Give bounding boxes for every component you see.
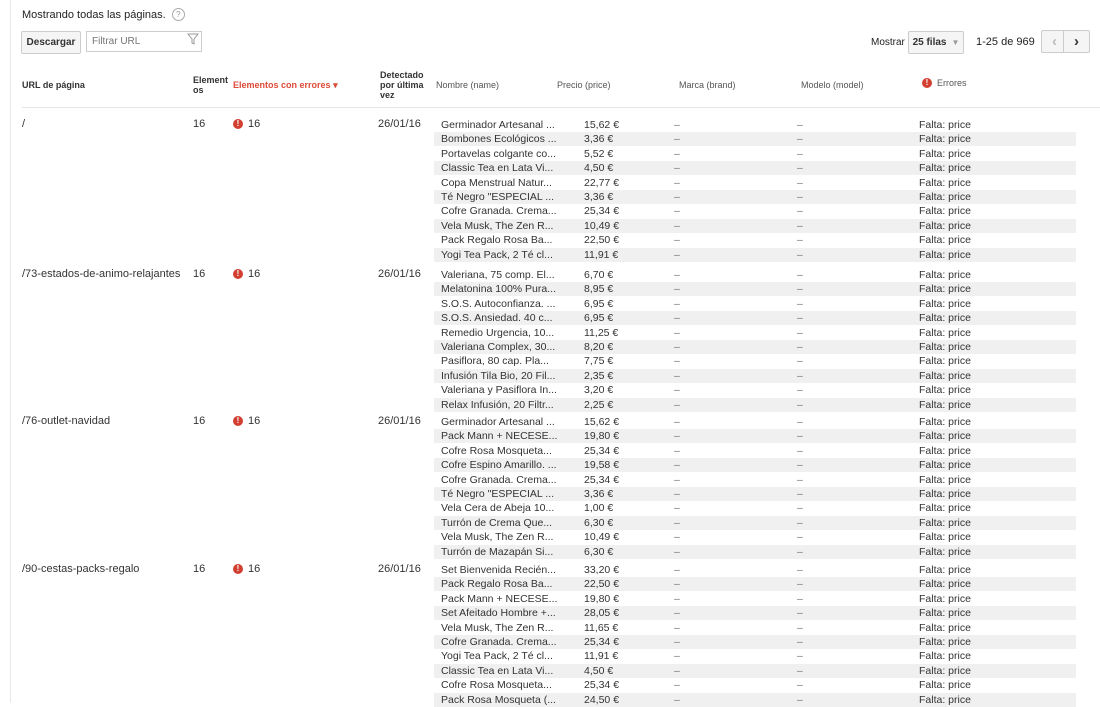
item-model: – — [797, 312, 803, 325]
item-model: – — [797, 248, 803, 261]
item-price: 11,91 € — [584, 248, 619, 261]
item-error: Falta: price — [919, 636, 971, 648]
table-row — [434, 132, 1076, 146]
item-brand: – — [674, 430, 680, 443]
item-price: 6,30 € — [584, 545, 614, 558]
col-detected[interactable] — [380, 70, 424, 100]
col-elements-line2: os — [193, 85, 204, 95]
item-error: Falta: price — [919, 269, 971, 281]
item-error: Falta: price — [919, 312, 971, 325]
item-brand: – — [674, 269, 680, 281]
item-name: Té Negro "ESPECIAL ... — [441, 488, 555, 500]
item-model: – — [797, 693, 803, 706]
item-name: Relax Infusión, 20 Filtr... — [441, 398, 554, 411]
errors-count-value: 16 — [248, 415, 261, 427]
errors-count — [233, 415, 260, 427]
item-price: 4,50 € — [584, 162, 614, 175]
item-error: Falta: price — [919, 607, 971, 620]
item-price: 2,25 € — [584, 398, 614, 411]
item-brand: – — [674, 531, 680, 544]
item-model: – — [797, 545, 803, 558]
detected-date: 26/01/16 — [378, 268, 421, 280]
page-url-link[interactable]: /90-cestas-packs-regalo — [22, 563, 140, 575]
table-row — [434, 649, 1076, 663]
item-name: S.O.S. Autoconfianza. ... — [441, 297, 556, 310]
item-name: Té Negro "ESPECIAL ... — [441, 191, 555, 203]
item-brand: – — [674, 176, 680, 189]
item-model: – — [797, 650, 803, 663]
filter-url-input[interactable] — [86, 31, 202, 52]
error-icon: ! — [922, 78, 932, 88]
item-error: Falta: price — [919, 693, 971, 706]
item-brand: – — [674, 502, 680, 515]
item-model: – — [797, 679, 803, 692]
item-model: – — [797, 355, 803, 368]
item-price: 10,49 € — [584, 531, 620, 544]
table-row — [434, 458, 1076, 472]
download-button[interactable]: Descargar — [21, 31, 81, 54]
item-price: 3,20 € — [584, 384, 614, 397]
item-name: Bombones Ecológicos ... — [441, 133, 557, 146]
elements-count: 16 — [193, 118, 206, 130]
item-error: Falta: price — [919, 341, 971, 353]
table-row — [434, 592, 1076, 606]
item-model: – — [797, 430, 803, 443]
item-name: Turrón de Mazapán Si... — [441, 545, 554, 558]
item-model: – — [797, 297, 803, 310]
detected-date: 26/01/16 — [378, 415, 421, 427]
item-price: 3,36 € — [584, 133, 614, 146]
item-price: 19,80 € — [584, 430, 620, 443]
show-label: Mostrar — [871, 37, 905, 48]
table-row — [434, 501, 1076, 515]
table-row — [434, 282, 1076, 296]
page-url-link[interactable]: / — [22, 118, 26, 130]
item-error: Falta: price — [919, 416, 971, 428]
item-error: Falta: price — [919, 473, 971, 486]
rows-per-page-select[interactable] — [908, 31, 964, 54]
table-row — [434, 248, 1076, 262]
table-group — [0, 112, 1100, 260]
col-detected-line1: Detectado — [380, 70, 424, 80]
item-brand: – — [674, 488, 680, 500]
item-brand: – — [674, 564, 680, 576]
table-row — [434, 176, 1076, 190]
item-price: 1,00 € — [584, 502, 614, 515]
item-price: 22,50 € — [584, 578, 620, 591]
errors-count — [233, 118, 260, 130]
col-url[interactable]: URL de página — [22, 80, 85, 90]
item-brand: – — [674, 355, 680, 368]
col-errors-label: Errores — [937, 78, 967, 88]
item-price: 15,62 € — [584, 416, 620, 428]
item-brand: – — [674, 679, 680, 692]
table-row — [434, 516, 1076, 530]
item-error: Falta: price — [919, 205, 971, 218]
prev-page-button[interactable]: ‹ — [1041, 30, 1068, 53]
item-name: Cofre Rosa Mosqueta... — [441, 444, 552, 457]
col-elements-line1: Element — [193, 75, 229, 85]
item-error: Falta: price — [919, 621, 971, 634]
col-detected-line3: vez — [380, 90, 395, 100]
item-error: Falta: price — [919, 369, 971, 382]
item-brand: – — [674, 607, 680, 620]
item-error: Falta: price — [919, 384, 971, 397]
table-row — [434, 530, 1076, 544]
table-row — [434, 369, 1076, 383]
item-error: Falta: price — [919, 650, 971, 663]
item-name: Pack Mann + NECESE... — [441, 430, 558, 443]
elements-count: 16 — [193, 563, 206, 575]
elements-count: 16 — [193, 268, 206, 280]
item-brand: – — [674, 416, 680, 428]
item-error: Falta: price — [919, 234, 971, 247]
item-error: Falta: price — [919, 430, 971, 443]
item-error: Falta: price — [919, 162, 971, 175]
col-elements[interactable] — [193, 75, 228, 95]
item-brand: – — [674, 369, 680, 382]
item-name: Vela Musk, The Zen R... — [441, 531, 554, 544]
table-row — [434, 204, 1076, 218]
item-name: Classic Tea en Lata Vi... — [441, 162, 554, 175]
item-error: Falta: price — [919, 176, 971, 189]
item-name: Vela Musk, The Zen R... — [441, 219, 554, 232]
errors-count-value: 16 — [248, 268, 261, 280]
rows-value: 25 filas — [912, 37, 947, 48]
item-brand: – — [674, 545, 680, 558]
item-brand: – — [674, 650, 680, 663]
item-error: Falta: price — [919, 488, 971, 500]
item-error: Falta: price — [919, 248, 971, 261]
item-brand: – — [674, 516, 680, 529]
table-row — [434, 621, 1076, 635]
item-name: Cofre Rosa Mosqueta... — [441, 679, 552, 692]
table-row — [434, 297, 1076, 311]
col-elements-errors-label: Elementos con errores — [233, 80, 331, 90]
table-row — [434, 678, 1076, 692]
item-brand: – — [674, 162, 680, 175]
item-model: – — [797, 592, 803, 605]
item-model: – — [797, 416, 803, 428]
item-brand: – — [674, 283, 680, 296]
item-brand: – — [674, 621, 680, 634]
item-model: – — [797, 341, 803, 353]
table-row — [434, 340, 1076, 354]
item-price: 4,50 € — [584, 664, 614, 677]
item-name: Melatonina 100% Pura... — [441, 283, 556, 296]
col-brand[interactable]: Marca (brand) — [679, 80, 736, 90]
item-error: Falta: price — [919, 545, 971, 558]
errors-count — [233, 563, 260, 575]
item-brand: – — [674, 636, 680, 648]
item-name: Cofre Granada. Crema... — [441, 636, 557, 648]
item-price: 11,65 € — [584, 621, 619, 634]
item-brand: – — [674, 473, 680, 486]
item-price: 19,58 € — [584, 459, 620, 472]
item-name: Infusión Tila Bio, 20 Fil... — [441, 369, 556, 382]
item-price: 33,20 € — [584, 564, 620, 576]
item-brand: – — [674, 341, 680, 353]
item-model: – — [797, 147, 803, 160]
item-price: 6,95 € — [584, 312, 614, 325]
table-row — [434, 190, 1076, 204]
item-brand: – — [674, 592, 680, 605]
item-model: – — [797, 398, 803, 411]
errors-count-value: 16 — [248, 563, 261, 575]
table-row — [434, 383, 1076, 397]
item-price: 22,50 € — [584, 234, 620, 247]
item-price: 25,34 € — [584, 679, 620, 692]
item-name: Copa Menstrual Natur... — [441, 176, 552, 189]
item-price: 24,50 € — [584, 693, 620, 706]
item-error: Falta: price — [919, 502, 971, 515]
item-model: – — [797, 473, 803, 486]
item-name: Vela Musk, The Zen R... — [441, 621, 554, 634]
item-price: 10,49 € — [584, 219, 620, 232]
error-icon: ! — [233, 564, 243, 574]
item-price: 8,20 € — [584, 341, 614, 353]
page-url-link[interactable]: /76-outlet-navidad — [22, 415, 111, 427]
item-error: Falta: price — [919, 119, 971, 131]
item-price: 19,80 € — [584, 592, 620, 605]
item-model: – — [797, 191, 803, 203]
errors-count-value: 16 — [248, 118, 261, 130]
item-price: 3,36 € — [584, 191, 614, 203]
item-error: Falta: price — [919, 564, 971, 576]
error-icon: ! — [233, 416, 243, 426]
item-brand: – — [674, 326, 680, 339]
item-model: – — [797, 516, 803, 529]
item-brand: – — [674, 248, 680, 261]
item-model: – — [797, 578, 803, 591]
table-row — [434, 577, 1076, 591]
item-model: – — [797, 384, 803, 397]
detected-date: 26/01/16 — [378, 563, 421, 575]
item-name: Valeriana, 75 comp. El... — [441, 269, 555, 281]
item-price: 22,77 € — [584, 176, 620, 189]
item-model: – — [797, 488, 803, 500]
item-name: Pack Mann + NECESE... — [441, 592, 558, 605]
chevron-down-icon: ▼ — [951, 38, 960, 47]
item-price: 25,34 € — [584, 636, 620, 648]
item-name: Turrón de Crema Que... — [441, 516, 553, 529]
table-row — [434, 635, 1076, 649]
item-error: Falta: price — [919, 355, 971, 368]
item-name: Set Bienvenida Recién... — [441, 564, 556, 576]
item-model: – — [797, 133, 803, 146]
col-elements-errors[interactable] — [233, 80, 338, 90]
item-model: – — [797, 444, 803, 457]
col-name[interactable]: Nombre (name) — [436, 80, 500, 90]
item-brand: – — [674, 459, 680, 472]
item-price: 8,95 € — [584, 283, 614, 296]
item-brand: – — [674, 398, 680, 411]
item-price: 6,70 € — [584, 269, 614, 281]
table-row — [434, 444, 1076, 458]
pagination-text: 1-25 de 969 — [976, 36, 1035, 48]
table-row — [434, 563, 1076, 577]
item-model: – — [797, 162, 803, 175]
item-price: 6,95 € — [584, 297, 614, 310]
item-name: Pack Regalo Rosa Ba... — [441, 234, 553, 247]
item-name: Yogi Tea Pack, 2 Té cl... — [441, 650, 553, 663]
item-price: 6,30 € — [584, 516, 614, 529]
item-model: – — [797, 119, 803, 131]
item-model: – — [797, 283, 803, 296]
item-model: – — [797, 621, 803, 634]
help-icon[interactable]: ? — [172, 8, 185, 21]
item-price: 25,34 € — [584, 205, 620, 218]
col-price[interactable]: Precio (price) — [557, 80, 611, 90]
table-row — [434, 487, 1076, 501]
item-brand: – — [674, 384, 680, 397]
item-error: Falta: price — [919, 219, 971, 232]
table-row — [434, 354, 1076, 368]
item-brand: – — [674, 119, 680, 131]
item-model: – — [797, 564, 803, 576]
errors-count — [233, 268, 260, 280]
col-model[interactable]: Modelo (model) — [801, 80, 864, 90]
item-model: – — [797, 176, 803, 189]
item-model: – — [797, 219, 803, 232]
item-model: – — [797, 326, 803, 339]
item-brand: – — [674, 297, 680, 310]
item-name: Classic Tea en Lata Vi... — [441, 664, 554, 677]
item-brand: – — [674, 234, 680, 247]
table-row — [434, 233, 1076, 247]
item-price: 11,25 € — [584, 326, 619, 339]
table-row — [434, 664, 1076, 678]
item-error: Falta: price — [919, 326, 971, 339]
item-name: Germinador Artesanal ... — [441, 119, 555, 131]
sort-down-icon: ▾ — [333, 80, 338, 90]
item-error: Falta: price — [919, 444, 971, 457]
item-price: 11,91 € — [584, 650, 619, 663]
item-brand: – — [674, 147, 680, 160]
item-model: – — [797, 636, 803, 648]
item-model: – — [797, 369, 803, 382]
item-price: 5,52 € — [584, 147, 614, 160]
item-brand: – — [674, 664, 680, 677]
showing-header — [22, 8, 185, 21]
item-brand: – — [674, 444, 680, 457]
item-error: Falta: price — [919, 531, 971, 544]
table-row — [434, 161, 1076, 175]
table-row — [434, 311, 1076, 325]
item-name: Portavelas colgante co... — [441, 147, 556, 160]
table-group — [0, 409, 1100, 557]
item-name: Pack Regalo Rosa Ba... — [441, 578, 553, 591]
item-model: – — [797, 607, 803, 620]
item-brand: – — [674, 578, 680, 591]
table-row — [434, 268, 1076, 282]
item-model: – — [797, 502, 803, 515]
error-icon: ! — [233, 119, 243, 129]
col-detected-line2: por última — [380, 80, 424, 90]
table-row — [434, 606, 1076, 620]
item-name: Valeriana Complex, 30... — [441, 341, 556, 353]
item-name: Cofre Granada. Crema... — [441, 473, 557, 486]
item-name: Remedio Urgencia, 10... — [441, 326, 555, 339]
item-price: 25,34 € — [584, 473, 620, 486]
item-model: – — [797, 531, 803, 544]
item-error: Falta: price — [919, 459, 971, 472]
table-row — [434, 693, 1076, 707]
showing-text: Mostrando todas las páginas. — [22, 8, 166, 21]
item-error: Falta: price — [919, 398, 971, 411]
elements-count: 16 — [193, 415, 206, 427]
table-row — [434, 118, 1076, 132]
table-row — [434, 415, 1076, 429]
item-name: Vela Cera de Abeja 10... — [441, 502, 555, 515]
item-brand: – — [674, 219, 680, 232]
item-model: – — [797, 664, 803, 677]
error-icon: ! — [233, 269, 243, 279]
item-name: Valeriana y Pasiflora In... — [441, 384, 557, 397]
item-name: Set Afeitado Hombre +... — [441, 607, 556, 620]
item-brand: – — [674, 191, 680, 203]
item-model: – — [797, 234, 803, 247]
item-price: 3,36 € — [584, 488, 614, 500]
item-name: Pack Rosa Mosqueta (... — [441, 693, 556, 706]
item-error: Falta: price — [919, 283, 971, 296]
item-name: Cofre Espino Amarillo. ... — [441, 459, 557, 472]
item-brand: – — [674, 205, 680, 218]
item-error: Falta: price — [919, 578, 971, 591]
table-group — [0, 557, 1100, 705]
table-row — [434, 429, 1076, 443]
item-error: Falta: price — [919, 664, 971, 677]
header-divider — [22, 107, 1100, 108]
item-price: 25,34 € — [584, 444, 620, 457]
item-name: S.O.S. Ansiedad. 40 c... — [441, 312, 553, 325]
table-row — [434, 326, 1076, 340]
item-error: Falta: price — [919, 191, 971, 203]
table-row — [434, 219, 1076, 233]
item-model: – — [797, 459, 803, 472]
item-error: Falta: price — [919, 516, 971, 529]
item-price: 28,05 € — [584, 607, 620, 620]
item-error: Falta: price — [919, 133, 971, 146]
item-model: – — [797, 205, 803, 218]
detected-date: 26/01/16 — [378, 118, 421, 130]
item-name: Germinador Artesanal ... — [441, 416, 555, 428]
table-group — [0, 262, 1100, 410]
next-page-button[interactable]: › — [1063, 30, 1090, 53]
item-name: Cofre Granada. Crema... — [441, 205, 557, 218]
item-price: 2,35 € — [584, 369, 614, 382]
item-name: Pasiflora, 80 cap. Pla... — [441, 355, 549, 368]
item-model: – — [797, 269, 803, 281]
item-price: 15,62 € — [584, 119, 620, 131]
item-brand: – — [674, 312, 680, 325]
item-error: Falta: price — [919, 592, 971, 605]
item-error: Falta: price — [919, 147, 971, 160]
item-error: Falta: price — [919, 297, 971, 310]
filter-icon[interactable] — [187, 33, 199, 45]
item-brand: – — [674, 693, 680, 706]
col-errors[interactable] — [922, 78, 967, 88]
item-name: Yogi Tea Pack, 2 Té cl... — [441, 248, 553, 261]
item-brand: – — [674, 133, 680, 146]
table-row — [434, 147, 1076, 161]
page-url-link[interactable]: /73-estados-de-animo-relajantes — [22, 268, 181, 280]
table-row — [434, 473, 1076, 487]
item-error: Falta: price — [919, 679, 971, 692]
item-price: 7,75 € — [584, 355, 614, 368]
